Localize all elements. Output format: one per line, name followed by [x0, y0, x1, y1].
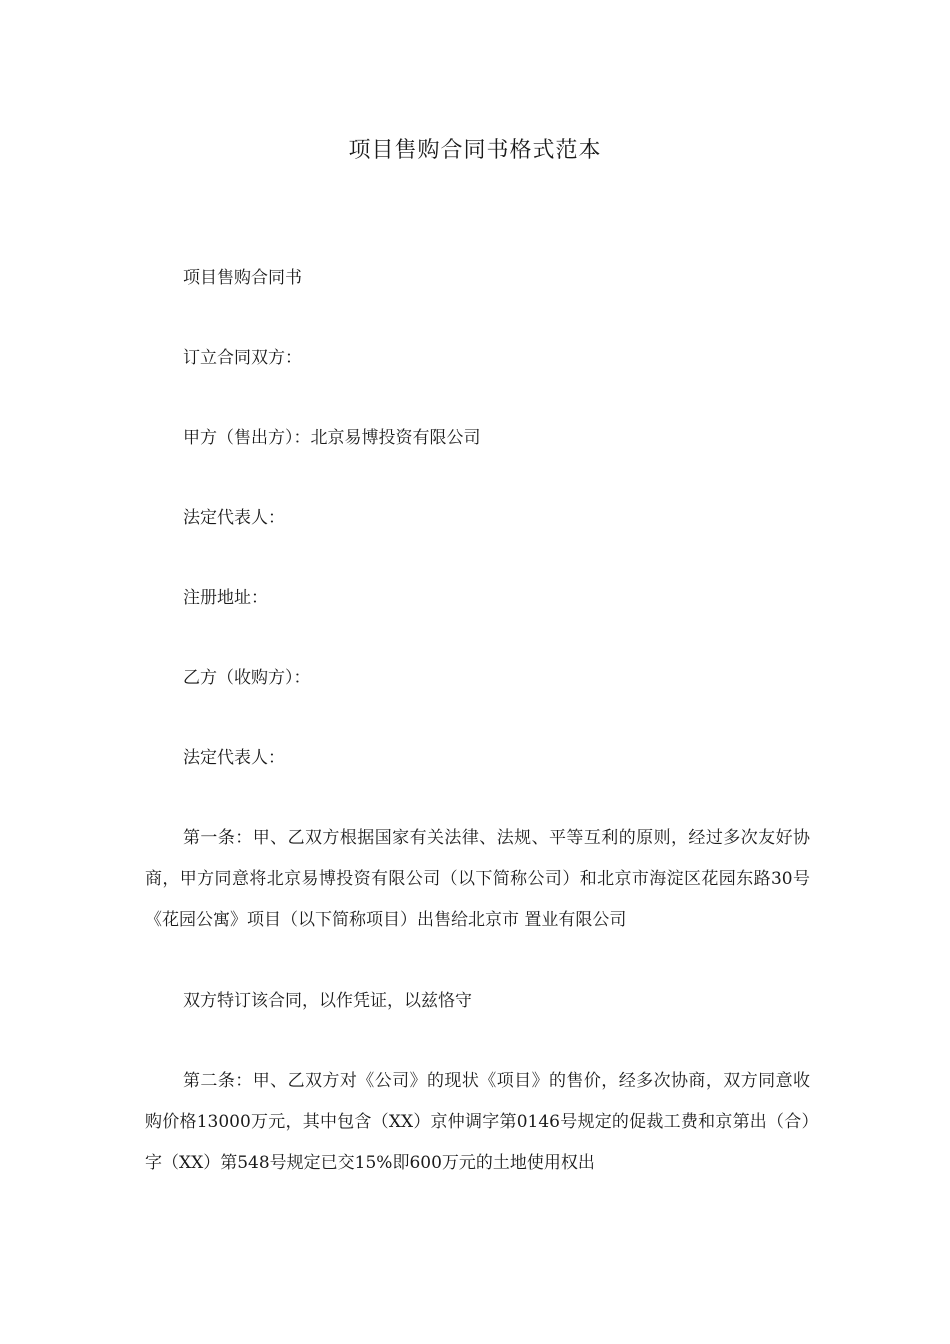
party-b-representative: 法定代表人： — [183, 748, 285, 768]
party-a-address: 注册地址： — [183, 588, 268, 608]
agreement-statement: 双方特订该合同，以作凭证，以兹恪守 — [183, 991, 472, 1011]
article-2: 第二条：甲、乙双方对《公司》的现状《项目》的售价，经多次协商，双方同意收购价格13000万元，其中包含（XX）京仲调字第0146号规定的促裁工费和京第出（合）字（XX）第548号规定已交15%即600万元的土地使用权出 — [145, 1071, 810, 1173]
document-body — [145, 258, 810, 1224]
party-a-representative: 法定代表人： — [183, 508, 285, 528]
party-b: 乙方（收购方）： — [183, 668, 311, 688]
party-a: 甲方（售出方）：北京易博投资有限公司 — [183, 428, 481, 448]
contract-heading: 项目售购合同书 — [183, 268, 302, 288]
document-title: 项目售购合同书格式范本 — [348, 138, 602, 163]
parties-label: 订立合同双方： — [183, 348, 302, 368]
article-1: 第一条：甲、乙双方根据国家有关法律、法规、平等互利的原则，经过多次友好协商，甲方同意将北京易博投资有限公司（以下简称公司）和北京市海淀区花园东路30号《花园公寓》项目（以下简称项目）出售给北京市 置业有限公司 — [145, 828, 810, 930]
